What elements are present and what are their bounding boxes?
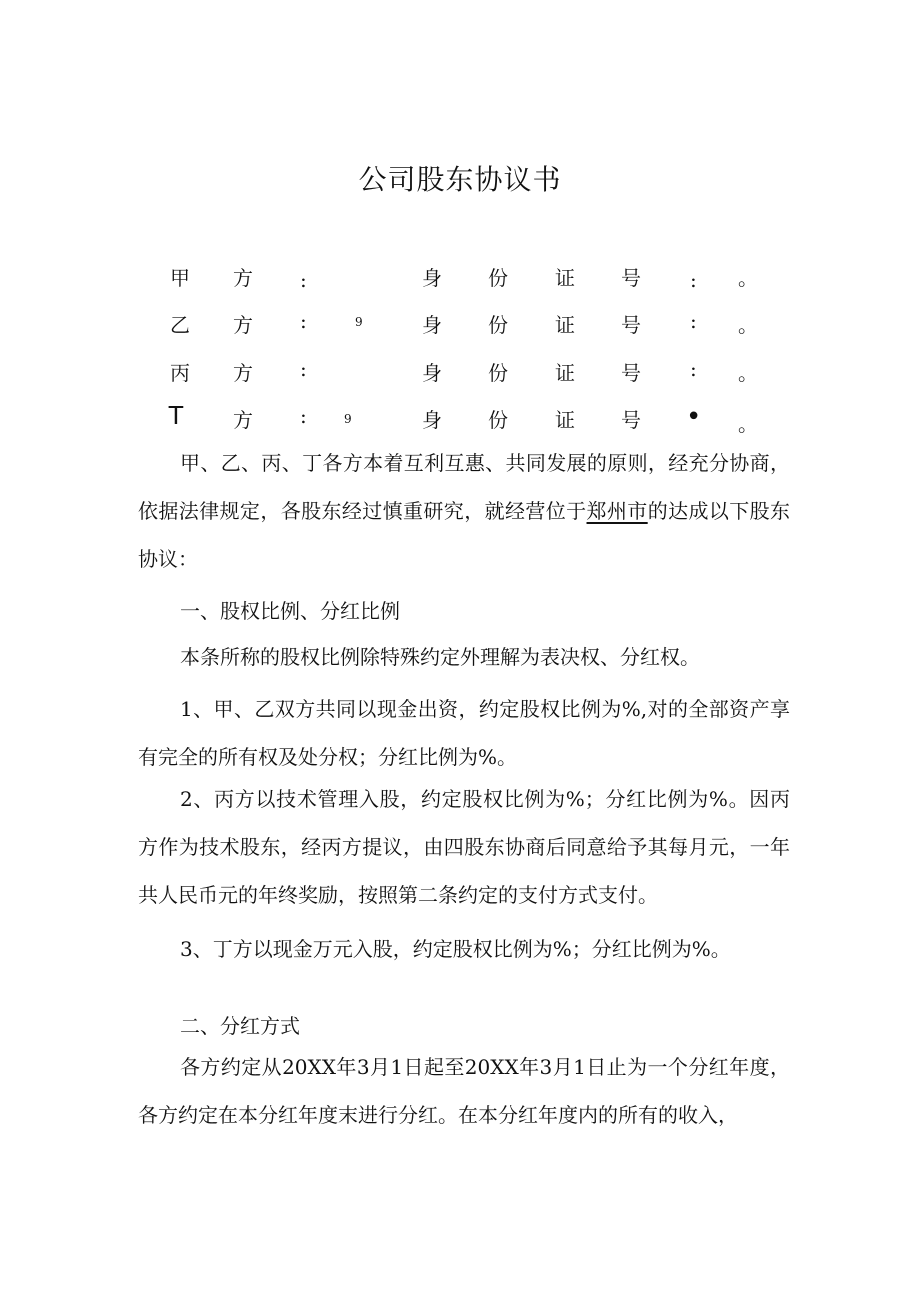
party-colon: : xyxy=(300,309,307,333)
party-name-char: 方 xyxy=(233,361,253,385)
party-mid-mark: 9 xyxy=(355,315,363,329)
intro-paragraph xyxy=(138,439,790,583)
id-colon: : xyxy=(690,357,697,381)
section-1-item-2: 2、丙方以技术管理入股，约定股权比例为%；分红比例为%。因丙方作为技术股东，经丙方提议，由四股东协商后同意给予其每月元，一年共人民币元的年终奖励，按照第二条约定的支付方式支付。 xyxy=(138,787,790,907)
section-1-intro: 本条所称的股权比例除特殊约定外理解为表决权、分红权。 xyxy=(180,645,700,669)
party-colon: : xyxy=(300,404,307,428)
section-2-heading: 二、分红方式 xyxy=(180,1014,300,1038)
section-1-item-3: 3、丁方以现金万元入股，约定股权比例为%；分红比例为%。 xyxy=(180,937,731,961)
party-colon: : xyxy=(300,268,307,292)
id-label-char: 份 xyxy=(488,313,508,337)
id-label-char: 号 xyxy=(621,361,641,385)
id-label-char: 身 xyxy=(422,313,442,337)
id-label-char: 证 xyxy=(555,313,575,337)
id-colon: : xyxy=(690,268,697,292)
party-mid-mark: 9 xyxy=(344,412,352,426)
id-label-char: 身 xyxy=(422,266,442,290)
party-name-char: 丙 xyxy=(170,361,190,385)
id-end-mark: 。 xyxy=(738,412,758,436)
id-label-char: 份 xyxy=(488,266,508,290)
section-1-item-1: 1、甲、乙双方共同以现金出资，约定股权比例为%,对的全部资产享有完全的所有权及处分权；分红比例为%。 xyxy=(138,697,790,769)
section-2-paragraph: 各方约定从20XX年3月1日起至20XX年3月1日止为一个分红年度，各方约定在本分红年度末进行分红。在本分红年度内的所有的收入， xyxy=(138,1055,790,1127)
party-name-char: 甲 xyxy=(170,266,190,290)
party-name-char: 方 xyxy=(233,266,253,290)
id-end-mark: 。 xyxy=(738,266,758,290)
party-row-yi xyxy=(0,309,920,341)
party-name-char: 方 xyxy=(233,408,253,432)
id-label-char: 证 xyxy=(555,361,575,385)
party-name-char: T xyxy=(168,400,184,430)
intro-place: 郑州市 xyxy=(586,499,648,523)
id-label-char: 身 xyxy=(422,361,442,385)
id-end-mark: 。 xyxy=(738,313,758,337)
id-label-char: 证 xyxy=(555,408,575,432)
intro-text: 甲、乙、丙、丁各方本着互利互惠、共同发展的原则，经充分协商，依据法律规定，各股东经过慎重研究，就经营位于 xyxy=(138,451,790,523)
intro-text-end: 的达成以下股东协议： xyxy=(138,499,791,571)
id-label-char: 证 xyxy=(555,266,575,290)
party-row-ding xyxy=(0,400,920,436)
id-label-char: 份 xyxy=(488,361,508,385)
party-row-bing xyxy=(0,357,920,389)
id-colon: : xyxy=(690,309,697,333)
party-name-char: 乙 xyxy=(170,313,190,337)
id-end-mark: 。 xyxy=(738,361,758,385)
id-label-char: 号 xyxy=(621,266,641,290)
section-1-heading: 一、股权比例、分红比例 xyxy=(180,599,400,623)
party-colon: : xyxy=(300,357,307,381)
id-label-char: 号 xyxy=(621,313,641,337)
party-row-jia xyxy=(0,262,920,294)
id-label-char: 份 xyxy=(488,408,508,432)
id-bullet: • xyxy=(686,402,702,432)
id-label-char: 身 xyxy=(422,408,442,432)
id-label-char: 号 xyxy=(621,408,641,432)
party-name-char: 方 xyxy=(233,313,253,337)
document-title: 公司股东协议书 xyxy=(358,163,562,196)
